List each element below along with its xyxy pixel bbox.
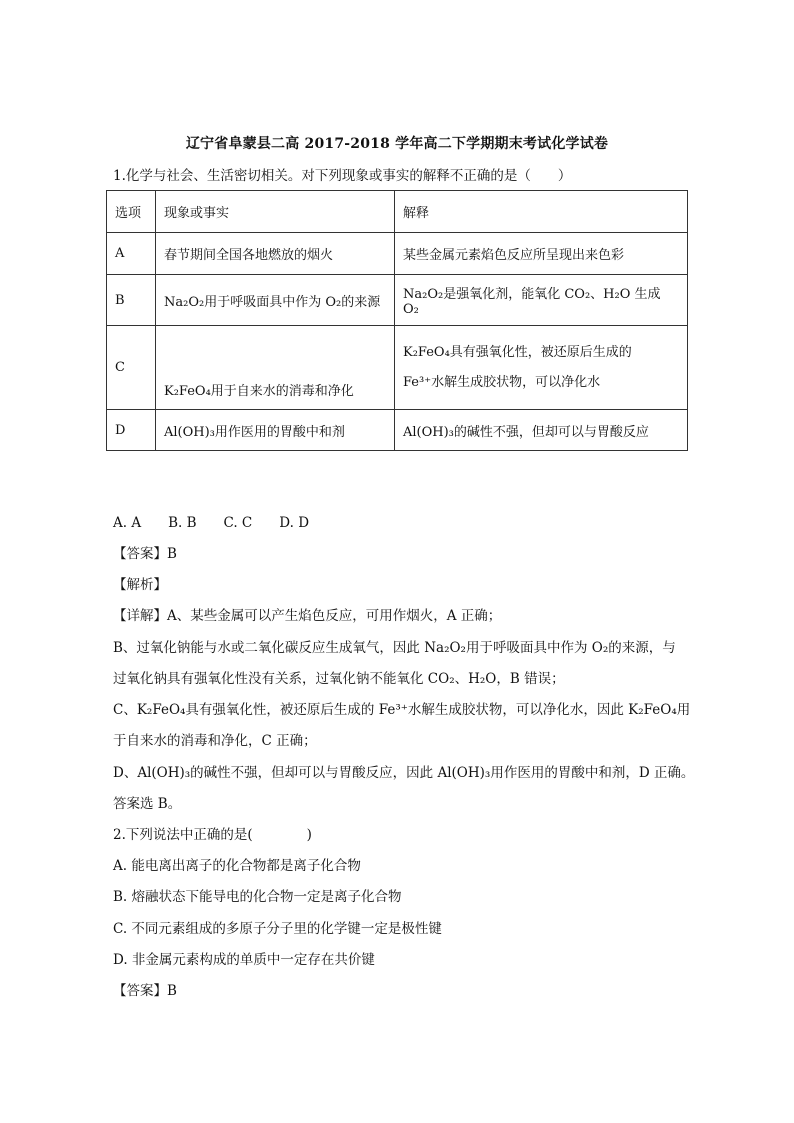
table-cell-fact: Al(OH)₃用作医用的胃酸中和剂 (156, 410, 395, 451)
table-cell-explain: Al(OH)₃的碱性不强，但却可以与胃酸反应 (395, 410, 688, 451)
explain-line: Fe³⁺水解生成胶状物，可以净化水 (403, 374, 601, 390)
table-cell-fact: K₂FeO₄用于自来水的消毒和净化 (156, 326, 395, 410)
question-2-answer: 【答案】B (113, 983, 177, 999)
table-cell-explain: 某些金属元素焰色反应所呈现出来色彩 (395, 233, 688, 275)
detail-line: 过氧化钠具有强氧化性没有关系，过氧化钠不能氧化 CO₂、H₂O，B 错误； (113, 671, 565, 687)
question-1-options: A. A B. B C. C D. D (113, 515, 310, 531)
table-cell-fact: 春节期间全国各地燃放的烟火 (156, 233, 395, 275)
explain-line: K₂FeO₄具有强氧化性，被还原后生成的 (403, 344, 632, 360)
table-row (107, 233, 688, 275)
table-cell-option: B (107, 275, 156, 326)
question-1-stem: 1.化学与社会、生活密切相关。对下列现象或事实的解释不正确的是（ ） (113, 168, 572, 184)
detail-line: C、K₂FeO₄具有强氧化性，被还原后生成的 Fe³⁺水解生成胶状物，可以净化水，因此 K₂FeO₄用 (113, 702, 691, 718)
detail-line: 【详解】A、某些金属可以产生焰色反应，可用作烟火，A 正确； (113, 608, 502, 624)
detail-line: 答案选 B。 (113, 796, 182, 812)
table-cell-fact: Na₂O₂用于呼吸面具中作为 O₂的来源 (156, 275, 395, 326)
table-header-cell: 现象或事实 (156, 191, 395, 233)
table-cell-explain (395, 326, 688, 410)
document-title: 辽宁省阜蒙县二高 2017-2018 学年高二下学期期末考试化学试卷 (185, 136, 609, 152)
question-2-option: C. 不同元素组成的多原子分子里的化学键一定是极性键 (113, 921, 442, 937)
table-row (107, 326, 688, 410)
table-header-cell: 选项 (107, 191, 156, 233)
detail-line: B、过氧化钠能与水或二氧化碳反应生成氧气，因此 Na₂O₂用于呼吸面具中作为 O₂的来源，与 (113, 640, 676, 656)
detail-line: 于自来水的消毒和净化，C 正确； (113, 733, 317, 749)
table-cell-option: D (107, 410, 156, 451)
table-header-cell: 解释 (395, 191, 688, 233)
question-1-analysis-label: 【解析】 (113, 577, 167, 593)
table-cell-option: A (107, 233, 156, 275)
question-2-option: A. 能电离出离子的化合物都是离子化合物 (113, 858, 361, 874)
detail-line: D、Al(OH)₃的碱性不强，但却可以与胃酸反应，因此 Al(OH)₃用作医用的胃酸中和剂，D 正确。 (113, 765, 695, 781)
table-row (107, 275, 688, 326)
table-cell-explain: Na₂O₂是强氧化剂，能氧化 CO₂、H₂O 生成 O₂ (395, 275, 688, 326)
table-row (107, 410, 688, 451)
question-2-option: B. 熔融状态下能导电的化合物一定是离子化合物 (113, 889, 402, 905)
table-header-row (107, 191, 688, 233)
question-1-table (106, 190, 688, 451)
table-cell-option: C (107, 326, 156, 410)
question-2-option: D. 非金属元素构成的单质中一定存在共价键 (113, 952, 375, 968)
question-1-answer: 【答案】B (113, 546, 177, 562)
question-2-stem: 2.下列说法中正确的是( ) (113, 827, 312, 843)
